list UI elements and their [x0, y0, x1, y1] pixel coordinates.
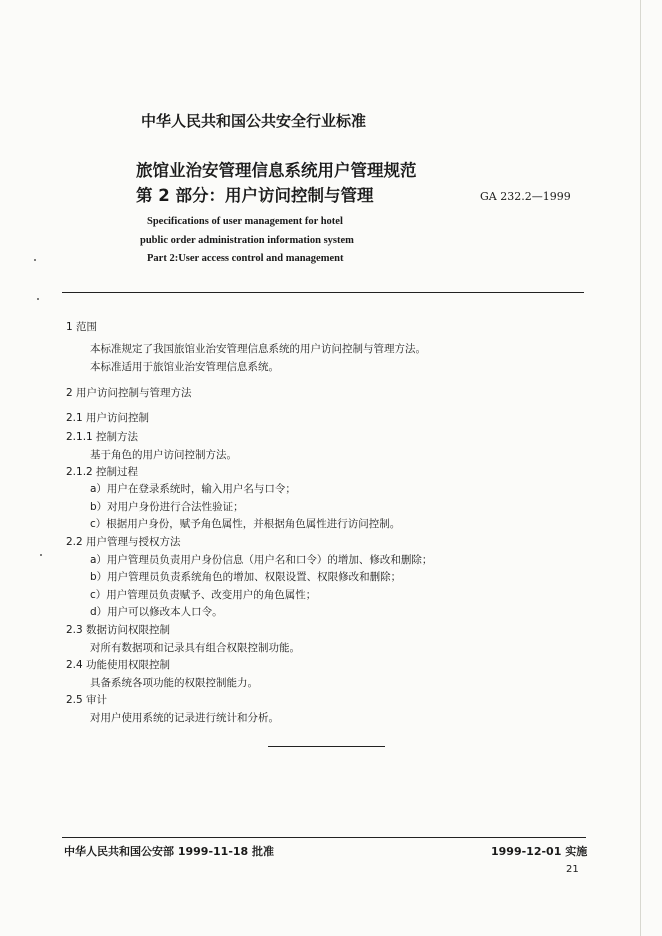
subsection-heading: 2.1 用户访问控制 [66, 412, 150, 424]
scan-edge-line [640, 0, 641, 936]
end-divider [268, 746, 385, 747]
list-item: b）对用户身份进行合法性验证； [90, 501, 244, 513]
paragraph: 对所有数据项和记录具有组合权限控制功能。 [90, 642, 300, 654]
english-title-line: public order administration information system [140, 235, 354, 246]
paragraph: 基于角色的用户访问控制方法。 [90, 449, 237, 461]
page-number: 21 [566, 864, 579, 875]
english-title-line: Part 2:User access control and management [147, 253, 344, 264]
list-item: c）用户管理员负责赋予、改变用户的角色属性； [90, 589, 317, 601]
implementation-date: 1999-12-01 实施 [491, 845, 588, 858]
list-item: c）根据用户身份，赋予角色属性，并根据角色属性进行访问控制。 [90, 518, 401, 530]
footer-divider [62, 837, 586, 838]
subsection-heading: 2.3 数据访问权限控制 [66, 624, 171, 636]
subsection-heading: 2.4 功能使用权限控制 [66, 659, 171, 671]
approval-date: 中华人民共和国公安部 1999-11-18 批准 [64, 845, 275, 858]
subsection-heading: 2.1.1 控制方法 [66, 431, 139, 443]
subsection-heading: 2.1.2 控制过程 [66, 466, 139, 478]
paragraph: 具备系统各项功能的权限控制能力。 [90, 677, 258, 689]
scan-speck [37, 298, 39, 300]
header-divider [62, 292, 584, 293]
english-title-line: Specifications of user management for hotel [147, 216, 343, 227]
paragraph: 本标准适用于旅馆业治安管理信息系统。 [90, 361, 279, 373]
scan-speck [34, 259, 36, 261]
paragraph: 对用户使用系统的记录进行统计和分析。 [90, 712, 279, 724]
list-item: b）用户管理员负责系统角色的增加、权限设置、权限修改和删除； [90, 571, 402, 583]
standard-number: GA 232.2—1999 [480, 190, 571, 203]
paragraph: 本标准规定了我国旅馆业治安管理信息系统的用户访问控制与管理方法。 [90, 343, 426, 355]
subsection-heading: 2.5 审计 [66, 694, 108, 706]
list-item: d）用户可以修改本人口令。 [90, 606, 223, 618]
document-subtitle: 第 2 部分：用户访问控制与管理 [136, 186, 374, 205]
list-item: a）用户在登录系统时，输入用户名与口令； [90, 483, 296, 495]
subsection-heading: 2.2 用户管理与授权方法 [66, 536, 181, 548]
document-title: 旅馆业治安管理信息系统用户管理规范 [136, 161, 417, 180]
section-heading: 2 用户访问控制与管理方法 [66, 387, 192, 399]
agency-heading: 中华人民共和国公共安全行业标准 [141, 112, 367, 130]
scan-speck [40, 554, 42, 556]
list-item: a）用户管理员负责用户身份信息（用户名和口令）的增加、修改和删除； [90, 554, 433, 566]
section-heading: 1 范围 [66, 321, 98, 333]
